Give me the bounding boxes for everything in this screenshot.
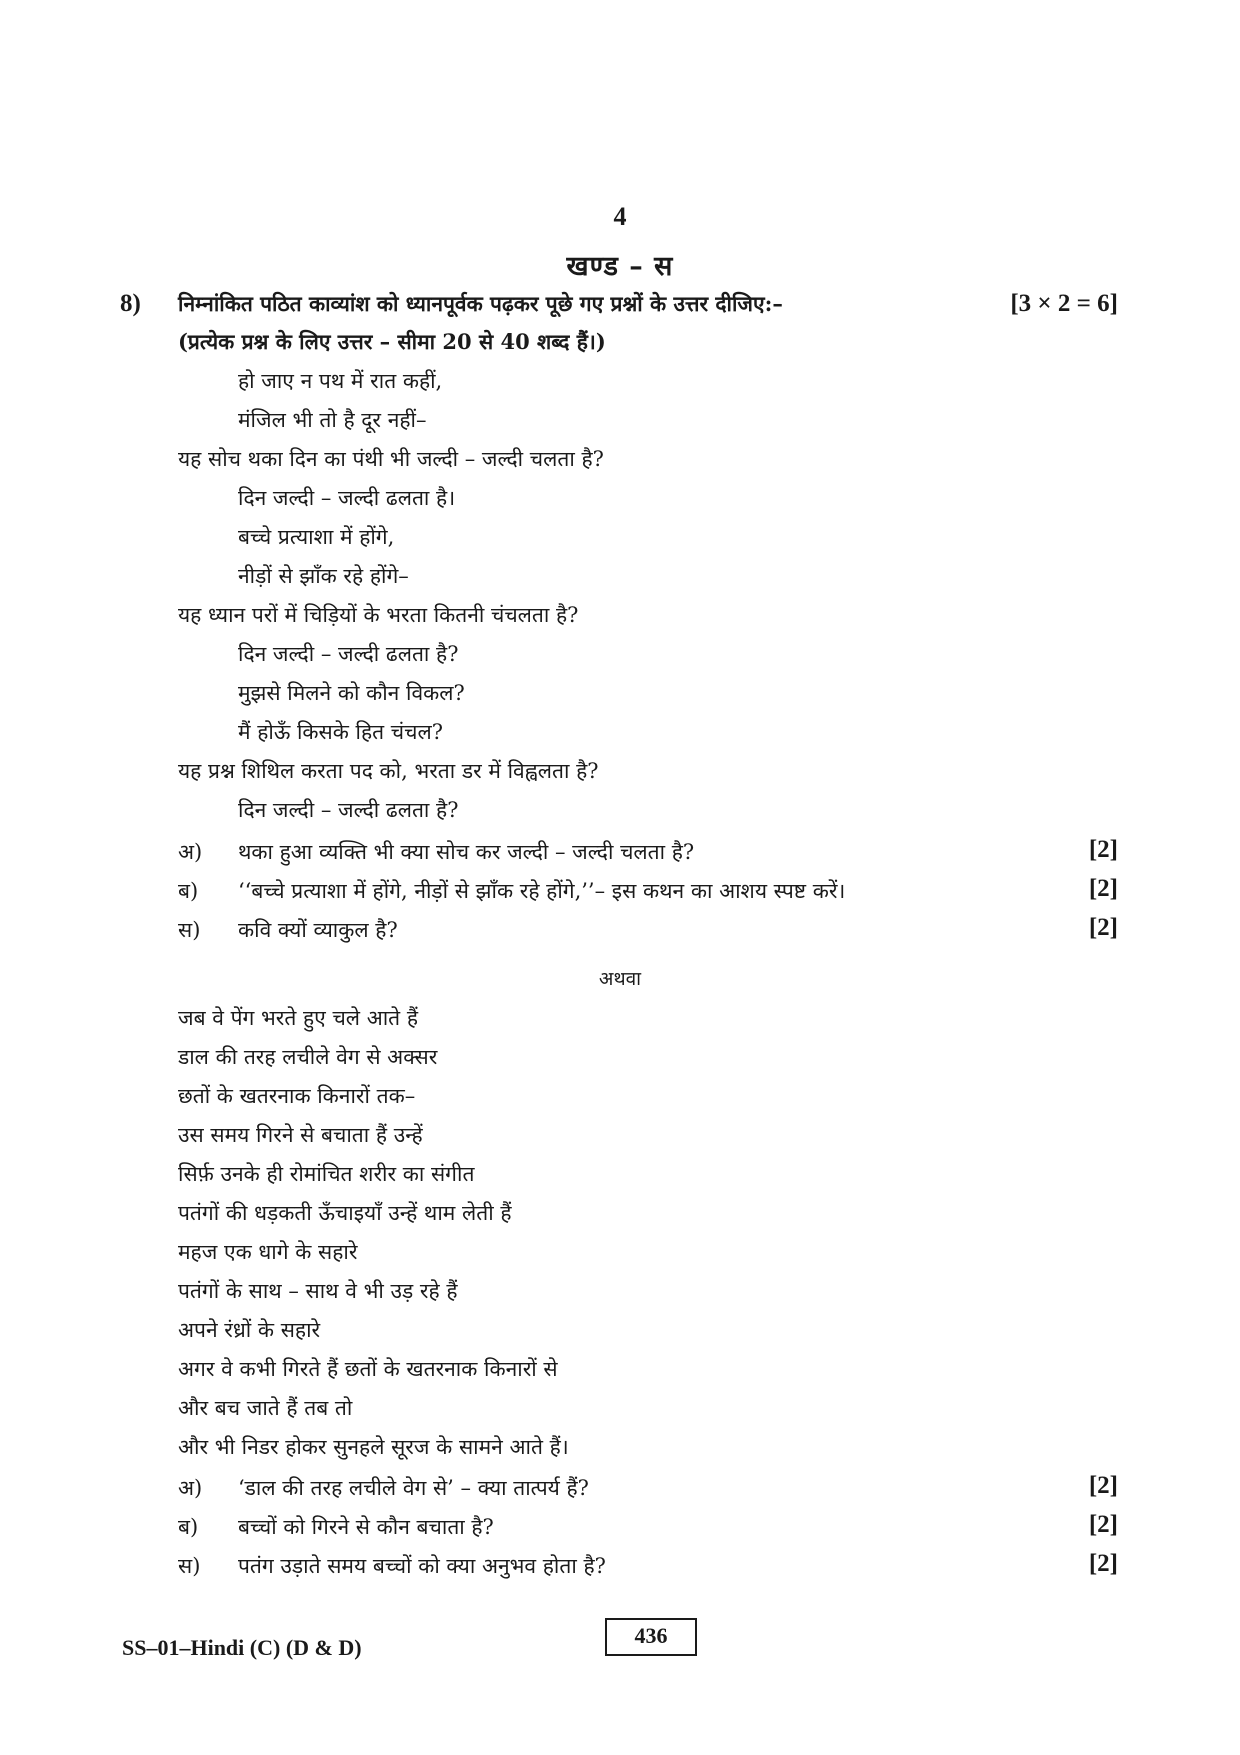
poem2-line: पतंगों की धड़कती ऊँचाइयाँ उन्हें थाम लेती हैं: [178, 1201, 512, 1225]
sub-question-label: स): [178, 1554, 201, 1578]
sub-question-label: अ): [178, 840, 203, 864]
sub-question-text: बच्चों को गिरने से कौन बचाता है?: [238, 1515, 494, 1539]
poem1-line: यह सोच थका दिन का पंथी भी जल्दी – जल्दी चलता है?: [178, 447, 604, 471]
poem2-line: महज एक धागे के सहारे: [178, 1240, 358, 1264]
poem2-line: अगर वे कभी गिरते हैं छतों के खतरनाक किनारों से: [178, 1357, 558, 1381]
sub-question-marks: [2]: [1088, 836, 1118, 863]
sub-question-text: थका हुआ व्यक्ति भी क्या सोच कर जल्दी – जल्दी चलता है?: [238, 840, 695, 864]
question-instruction: निम्नांकित पठित काव्यांश को ध्यानपूर्वक पढ़कर पूछे गए प्रश्नों के उत्तर दीजिए:–: [178, 291, 783, 316]
total-marks: [3 × 2 = 6]: [1010, 290, 1118, 317]
poem1-line: मुझसे मिलने को कौन विकल?: [238, 681, 465, 705]
poem2-line: छतों के खतरनाक किनारों तक–: [178, 1084, 416, 1108]
sub-question-text: कवि क्यों व्याकुल है?: [238, 918, 398, 942]
poem2-line: और भी निडर होकर सुनहले सूरज के सामने आते हैं।: [178, 1435, 569, 1459]
poem1-line: बच्चे प्रत्याशा में होंगे,: [238, 525, 395, 549]
sub-question-text: ‘डाल की तरह लचीले वेग से’ – क्या तात्पर्य हैं?: [238, 1476, 589, 1500]
poem2-line: अपने रंध्रों के सहारे: [178, 1318, 321, 1342]
section-title: खण्ड – स: [566, 251, 674, 282]
sub-question-marks: [2]: [1088, 1472, 1118, 1499]
sub-question-text: पतंग उड़ाते समय बच्चों को क्या अनुभव होता है?: [238, 1554, 606, 1578]
sub-question-marks: [2]: [1088, 1511, 1118, 1538]
poem2-line: सिर्फ़ उनके ही रोमांचित शरीर का संगीत: [178, 1162, 475, 1186]
poem1-line: दिन जल्दी – जल्दी ढलता है?: [238, 798, 459, 822]
paper-number-box: 436: [605, 1618, 697, 1656]
page-number: 4: [613, 202, 627, 231]
poem1-line: हो जाए न पथ में रात कहीं,: [238, 369, 443, 393]
or-label: अथवा: [598, 968, 642, 990]
poem1-line: मंजिल भी तो है दूर नहीं–: [238, 408, 427, 432]
sub-question-marks: [2]: [1088, 1550, 1118, 1577]
sub-question-label: अ): [178, 1476, 203, 1500]
poem1-line: मैं होऊँ किसके हित चंचल?: [238, 720, 443, 744]
sub-question-label: ब): [178, 879, 199, 903]
paper-code: SS–01–Hindi (C) (D & D): [122, 1635, 362, 1660]
poem2-line: पतंगों के साथ – साथ वे भी उड़ रहे हैं: [178, 1279, 458, 1303]
poem2-line: डाल की तरह लचीले वेग से अक्सर: [178, 1045, 438, 1069]
sub-question-marks: [2]: [1088, 914, 1118, 941]
poem2-line: और बच जाते हैं तब तो: [178, 1396, 353, 1420]
sub-question-text: ‘‘बच्चे प्रत्याशा में होंगे, नीड़ों से झाँक रहे होंगे,’’– इस कथन का आशय स्पष्ट करें।: [238, 879, 846, 903]
question-number: 8): [120, 290, 141, 317]
poem1-line: नीड़ों से झाँक रहे होंगे–: [238, 564, 409, 588]
poem2-line: जब वे पेंग भरते हुए चले आते हैं: [178, 1006, 418, 1030]
poem1-line: यह प्रश्न शिथिल करता पद को, भरता डर में विह्वलता है?: [178, 759, 599, 783]
poem2-line: उस समय गिरने से बचाता हैं उन्हें: [178, 1123, 423, 1147]
poem1-line: दिन जल्दी – जल्दी ढलता है?: [238, 642, 459, 666]
sub-question-label: स): [178, 918, 201, 942]
poem1-line: यह ध्यान परों में चिड़ियों के भरता कितनी चंचलता है?: [178, 603, 579, 627]
sub-question-marks: [2]: [1088, 875, 1118, 902]
sub-question-label: ब): [178, 1515, 199, 1539]
poem1-line: दिन जल्दी – जल्दी ढलता है।: [238, 486, 456, 510]
answer-limit-note: (प्रत्येक प्रश्न के लिए उत्तर – सीमा 20 से 40 शब्द हैं।): [178, 329, 606, 354]
